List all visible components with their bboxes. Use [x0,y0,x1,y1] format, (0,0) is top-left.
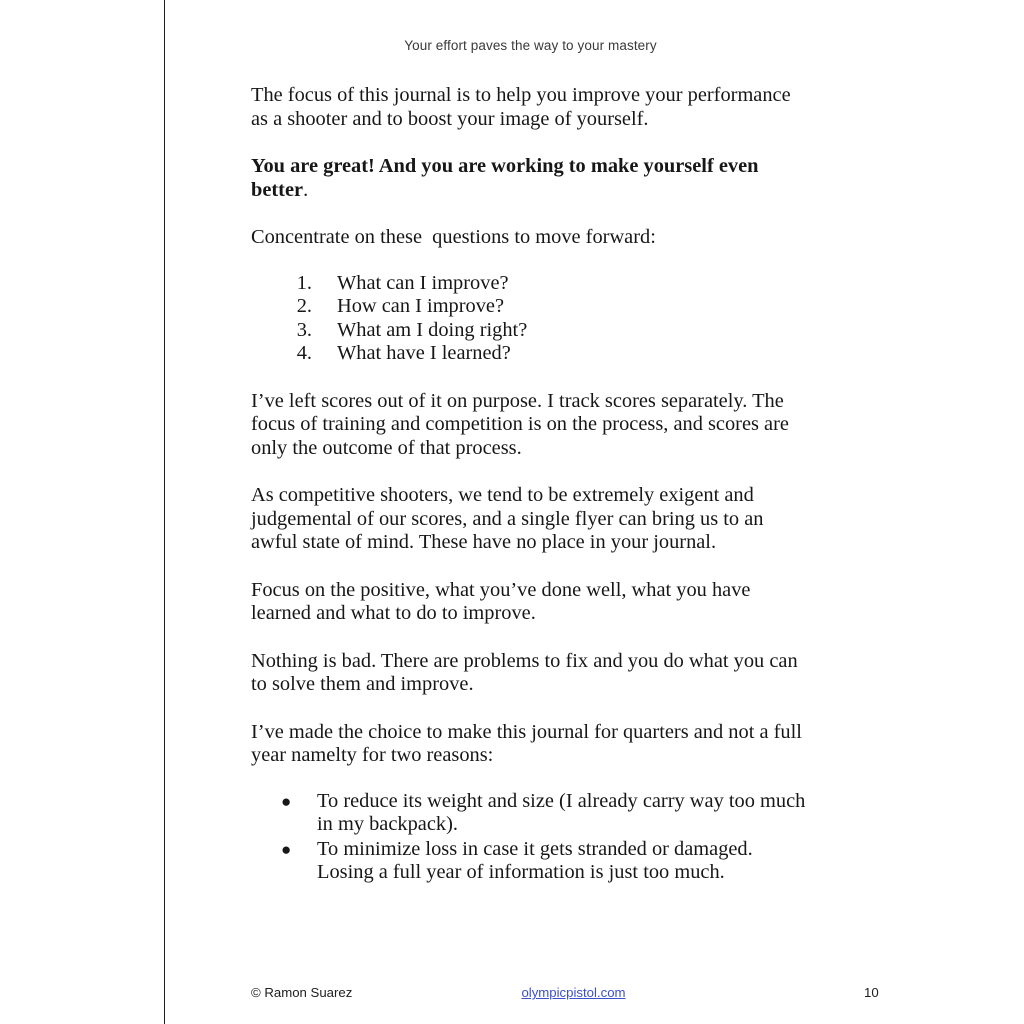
website-link-wrapper [251,985,896,1000]
list-item-label: How can I improve? [337,295,505,317]
bullet-icon: ● [281,791,292,811]
list-item [278,272,811,296]
paragraph-focus-of-journal: The focus of this journal is to help you improve your performance as a shooter and to boost your image of yourself. [251,84,796,130]
copyright-notice: © Ramon Suarez [251,985,353,1000]
list-item [275,838,811,885]
list-marker: 4. [296,342,312,364]
page-body [251,84,811,886]
paragraph-concentrate-intro: Concentrate on these questions to move forward: [251,226,656,248]
website-link[interactable]: olympicpistol.com [521,985,626,1000]
running-header: Your effort paves the way to your mastery [404,38,657,53]
list-item-label: What have I learned? [337,342,511,364]
paragraph-competitive-shooters: As competitive shooters, we tend to be extremely exigent and judgemental of our scores, and a single flyer can bring us to an awful state of mind. These have no place in your journal. [251,484,769,553]
list-marker: 2. [296,295,312,317]
list-item [278,295,811,319]
page-footer [251,985,896,1005]
paragraph-you-are-great [251,155,811,202]
list-marker: 1. [296,271,312,294]
document-page [165,0,1024,1024]
page-number: 10 [864,985,879,1000]
bullet-icon: ● [281,839,292,859]
list-item-label: To reduce its weight and size (I already carry way too much in my backpack). [317,789,806,835]
questions-list [278,272,811,366]
paragraph-quarters-choice: I’ve made the choice to make this journal for quarters and not a full year namelty for two reasons: [251,720,808,766]
list-item-label: To minimize loss in case it gets stranded or damaged. Losing a full year of information is just too much. [317,837,753,883]
paragraph-focus-positive: Focus on the positive, what you’ve done well, what you have learned and what to do to improve. [251,578,756,624]
list-item [278,319,811,343]
left-page-gutter [0,0,164,1024]
paragraph-scores-left-out: I’ve left scores out of it on purpose. I track scores separately. The focus of training and competition is on the process, and scores are only the outcome of that process. [251,389,795,459]
list-item-label: What am I doing right? [337,318,528,341]
reasons-list [275,790,811,885]
paragraph-nothing-is-bad: Nothing is bad. There are problems to fix and you do what you can to solve them and improve. [251,649,803,695]
bold-affirmation: You are great! And you are working to make yourself even better [251,155,764,201]
list-item [278,342,811,366]
affirmation-period: . [303,178,309,201]
list-item-label: What can I improve? [337,271,509,294]
list-marker: 3. [296,318,312,341]
list-item [275,790,811,837]
